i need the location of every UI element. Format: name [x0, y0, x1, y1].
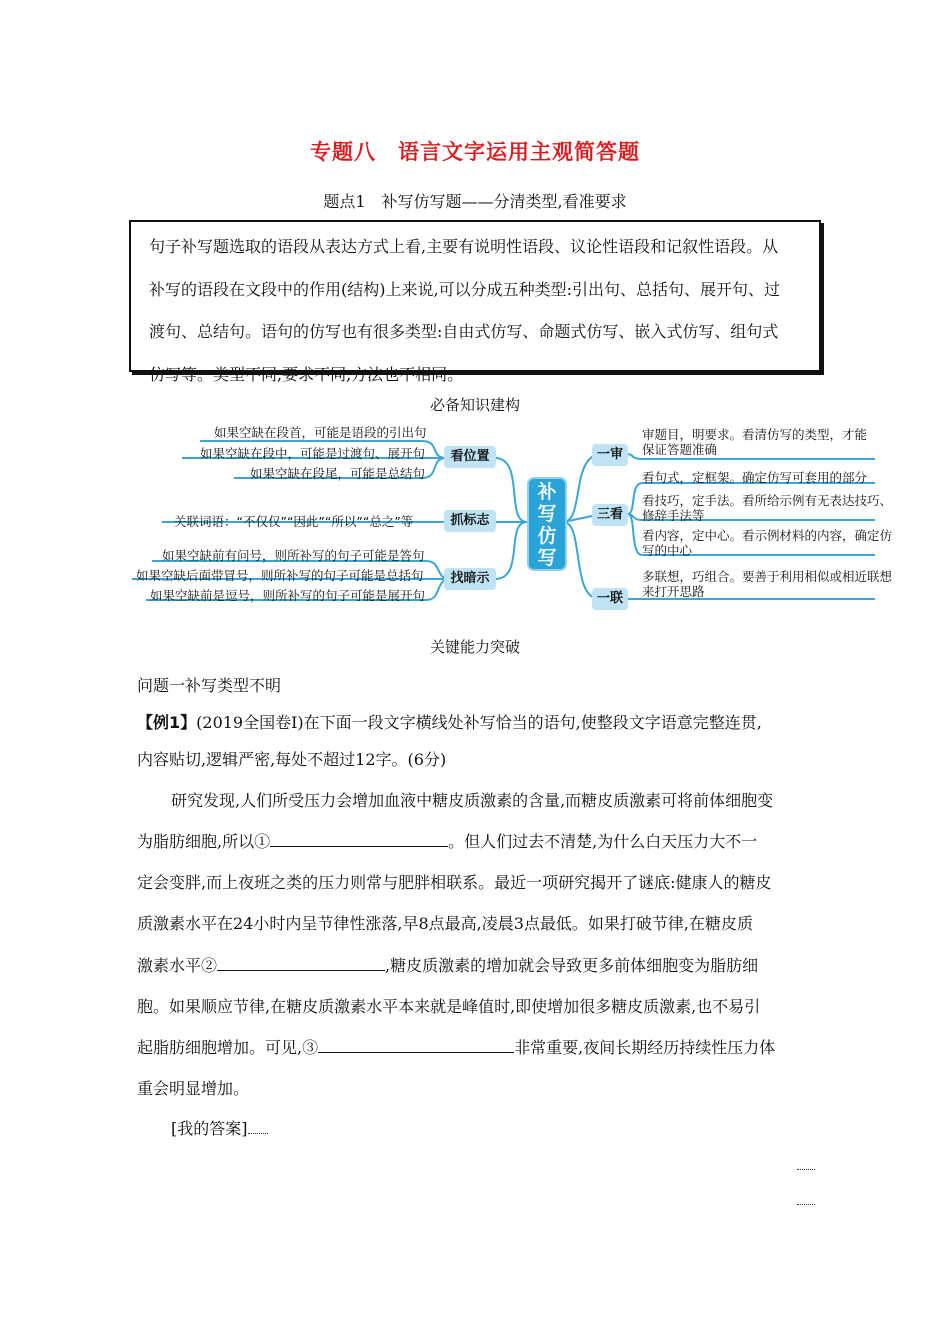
- section-heading: 关键能力突破: [429, 638, 520, 656]
- mindmap: [130, 414, 893, 610]
- blank-3-marker: ③: [302, 1038, 319, 1057]
- page-subtitle: 题点1 补写仿写题——分清类型,看准要求: [323, 192, 627, 211]
- intro-line: 句子补写题选取的语段从表达方式上看,主要有说明性语段、议论性语段和记叙性语段。从: [149, 237, 779, 256]
- passage-text: ,糖皮质激素的增加就会导致更多前体细胞变为脂肪细: [385, 956, 759, 975]
- passage-text: 为脂肪细胞,所以: [137, 832, 255, 851]
- answer-continuation-line[interactable]: [797, 1203, 815, 1205]
- mindmap-heading: 必备知识建构: [429, 396, 520, 414]
- center-char: 写: [537, 547, 557, 569]
- mindmap-leaf: 如果空缺在段尾，可能是总结句: [250, 466, 426, 481]
- mindmap-branch-label: 一联: [592, 588, 628, 610]
- center-char: 写: [537, 503, 557, 525]
- mindmap-leaf: 看句式，定框架。确定仿写可套用的部分: [642, 470, 868, 485]
- passage-line: [137, 829, 757, 852]
- blank-2[interactable]: [217, 955, 385, 971]
- center-char: 补: [537, 481, 557, 503]
- example-line: [137, 710, 762, 733]
- center-char: 仿: [537, 525, 557, 547]
- intro-line: 渡句、总结句。语句的仿写也有很多类型:自由式仿写、命题式仿写、嵌入式仿写、组句式: [149, 322, 779, 341]
- mindmap-leaf: 如果空缺后面带冒号，则所补写的句子可能是总括句: [136, 568, 424, 583]
- mindmap-branch-label: 看位置: [444, 446, 496, 468]
- mindmap-leaf: 审题目，明要求。看清仿写的类型，才能: [642, 427, 868, 442]
- mindmap-branch-label: 抓标志: [444, 510, 496, 532]
- mindmap-leaf: 如果空缺前有问号，则所补写的句子可能是答句: [162, 548, 425, 563]
- mindmap-branch-label: 三看: [592, 504, 628, 526]
- passage-line: [137, 953, 758, 976]
- passage-line: 胞。如果顺应节律,在糖皮质激素水平本来就是峰值时,即使增加很多糖皮质激素,也不易引: [137, 997, 761, 1016]
- mindmap-leaf: 如果空缺前是逗号，则所补写的句子可能是展开句: [150, 588, 426, 603]
- mindmap-leaf: 看内容，定中心。看示例材料的内容，确定仿: [642, 528, 893, 543]
- example-line: 内容贴切,逻辑严密,每处不超过12字。(6分): [137, 750, 447, 769]
- mindmap-leaf: 如果空缺在段中，可能是过渡句、展开句: [200, 446, 426, 461]
- blank-1-marker: ①: [254, 832, 271, 851]
- mindmap-branch-label: 找暗示: [444, 568, 496, 590]
- intro-line: 仿写等。类型不同,要求不同,方法也不相同。: [149, 364, 464, 384]
- intro-line: 补写的语段在文段中的作用(结构)上来说,可以分成五种类型:引出句、总括句、展开句、过: [149, 279, 780, 299]
- passage-text: 起脂肪细胞增加。可见,: [137, 1038, 303, 1057]
- mindmap-leaf: 保证答题准确: [642, 442, 718, 457]
- mindmap-leaf: 看技巧，定手法。看所给示例有无表达技巧、: [642, 493, 893, 508]
- mindmap-leaf: 多联想，巧组合。要善于利用相似或相近联想: [642, 569, 893, 584]
- mindmap-leaf: 关联词语：“不仅仅”“因此”“所以”“总之”等: [174, 514, 414, 529]
- mindmap-leaf: 修辞手法等: [642, 508, 705, 523]
- passage-line: 研究发现,人们所受压力会增加血液中糖皮质激素的含量,而糖皮质激素可将前体细胞变: [171, 791, 774, 810]
- mindmap-leaf: 如果空缺在段首，可能是语段的引出句: [214, 425, 427, 440]
- my-answer-row: [171, 1116, 268, 1139]
- mindmap-branch-label: 一审: [592, 444, 628, 466]
- my-answer-label: [我的答案]: [171, 1119, 248, 1138]
- blank-1[interactable]: [270, 831, 448, 847]
- blank-3[interactable]: [318, 1037, 514, 1053]
- passage-text: 非常重要,夜间长期经历持续性压力体: [514, 1038, 776, 1057]
- problem-heading: 问题一补写类型不明: [137, 676, 282, 695]
- passage-line: [137, 1035, 775, 1058]
- mindmap-leaf: 来打开思路: [642, 584, 705, 599]
- page-title: 专题八 语言文字运用主观简答题: [310, 140, 640, 164]
- intro-box: [129, 220, 821, 384]
- example-tag: 【例1】: [137, 713, 197, 732]
- passage-line: 定会变胖,而上夜班之类的压力则常与肥胖相联系。最近一项研究揭开了谜底:健康人的糖皮: [137, 873, 772, 892]
- my-answer-field[interactable]: [248, 1118, 268, 1134]
- passage-text: 激素水平: [137, 956, 202, 975]
- blank-2-marker: ②: [201, 956, 218, 975]
- passage-line: 重会明显增加。: [137, 1079, 250, 1098]
- answer-continuation-line[interactable]: [797, 1168, 815, 1170]
- mindmap-center-node: [527, 477, 567, 571]
- mindmap-leaf: 写的中心: [642, 543, 693, 558]
- passage-line: 质激素水平在24小时内呈节律性涨落,早8点最高,凌晨3点最低。如果打破节律,在糖皮质: [137, 914, 753, 933]
- example-text: (2019全国卷Ⅰ)在下面一段文字横线处补写恰当的语句,使整段文字语意完整连贯,: [196, 713, 762, 732]
- passage-text: 。但人们过去不清楚,为什么白天压力大不一: [448, 832, 758, 851]
